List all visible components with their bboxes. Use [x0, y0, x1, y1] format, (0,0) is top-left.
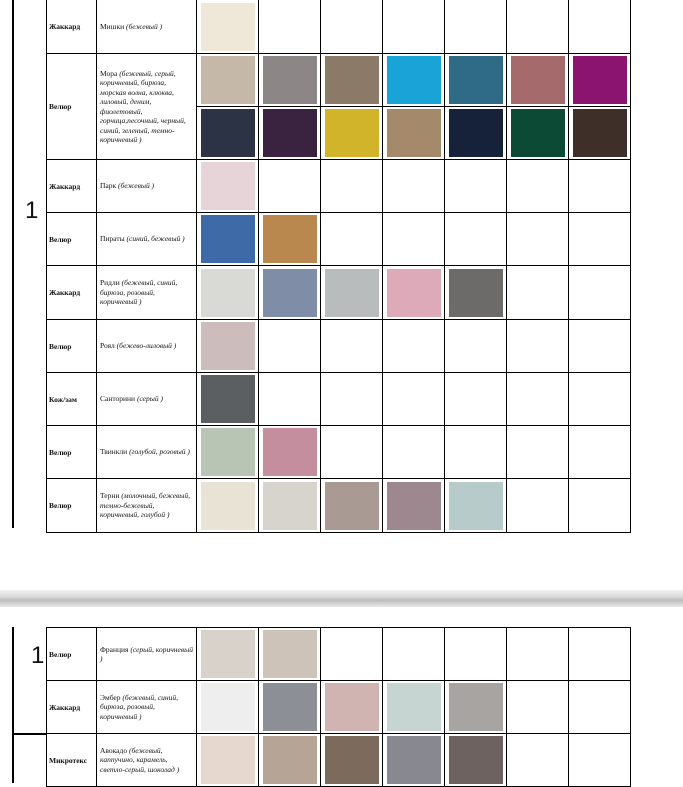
- swatch-cell: [197, 213, 259, 266]
- swatch-cell: [383, 266, 445, 320]
- material-cell: Велюр: [47, 479, 97, 533]
- swatch-cell: [197, 479, 259, 533]
- fabric-colors: (синий, бежевый ): [126, 234, 185, 244]
- fabric-swatch-image: [263, 215, 317, 263]
- table-row: [47, 160, 631, 213]
- fabric-name-cell: [97, 479, 197, 533]
- table-row: [47, 479, 631, 533]
- fabric-swatch-image: [201, 683, 255, 731]
- material-cell: Жаккард: [47, 266, 97, 320]
- swatch-cell: [259, 213, 321, 266]
- table-row: [47, 681, 631, 734]
- swatch-cell: [197, 734, 259, 787]
- document-page-2: [0, 607, 683, 783]
- fabric-colors: (бежево-лиловый ): [116, 341, 177, 351]
- swatch-cell: [569, 54, 631, 107]
- swatch-cell: [259, 479, 321, 533]
- fabric-swatch-image: [449, 269, 503, 317]
- fabric-name: Парк: [100, 181, 117, 191]
- swatch-cell: [321, 0, 383, 54]
- fabric-swatch-image: [263, 269, 317, 317]
- fabric-swatch-image: [449, 482, 503, 530]
- swatch-cell: [321, 734, 383, 787]
- swatch-cell: [569, 681, 631, 734]
- swatch-cell: [259, 681, 321, 734]
- fabric-colors: (молочный, бежевый, темно-бежевый, коричневый, голубой ): [100, 491, 191, 520]
- fabric-colors: (бежевый, синий, бирюза, розовый, коричневый ): [100, 278, 178, 307]
- material-cell: Велюр: [47, 426, 97, 479]
- fabric-swatch-image: [449, 736, 503, 784]
- fabric-swatch-image: [573, 109, 627, 157]
- swatch-cell: [445, 107, 507, 160]
- swatch-cell: [569, 426, 631, 479]
- fabric-swatch-image: [325, 482, 379, 530]
- swatch-cell: [383, 107, 445, 160]
- swatch-cell: [321, 107, 383, 160]
- fabric-name: Санторини: [100, 394, 136, 404]
- material-cell: Велюр: [47, 213, 97, 266]
- fabric-table: [46, 0, 631, 533]
- fabric-name-cell: [97, 373, 197, 426]
- fabric-colors: (бежевый, каппучино, карамель, светло-серый, шоколад ): [100, 745, 180, 774]
- fabric-name: Мора: [100, 68, 118, 78]
- swatch-cell: [259, 320, 321, 373]
- fabric-swatch-image: [201, 322, 255, 370]
- swatch-cell: [445, 373, 507, 426]
- fabric-name-cell: [97, 320, 197, 373]
- fabric-swatch-image: [387, 683, 441, 731]
- swatch-cell: [445, 426, 507, 479]
- table-row: [47, 628, 631, 681]
- table-row: [47, 213, 631, 266]
- fabric-name: Твинкли: [100, 447, 128, 457]
- swatch-cell: [259, 0, 321, 54]
- fabric-swatch-image: [573, 56, 627, 104]
- swatch-cell: [197, 320, 259, 373]
- group-divider-line: [12, 733, 46, 735]
- fabric-swatch-image: [201, 109, 255, 157]
- swatch-cell: [445, 681, 507, 734]
- fabric-table: [46, 627, 631, 787]
- table-row: [47, 266, 631, 320]
- swatch-cell: [321, 320, 383, 373]
- fabric-swatch-image: [201, 3, 255, 51]
- group-number: 1: [31, 642, 45, 669]
- fabric-name-cell: [97, 628, 197, 681]
- fabric-swatch-image: [511, 56, 565, 104]
- swatch-cell: [569, 0, 631, 54]
- fabric-colors: (голубой, розовый ): [129, 447, 190, 457]
- fabric-swatch-image: [325, 56, 379, 104]
- swatch-cell: [259, 266, 321, 320]
- swatch-cell: [507, 266, 569, 320]
- swatch-cell: [321, 266, 383, 320]
- fabric-swatch-image: [263, 630, 317, 678]
- swatch-cell: [383, 320, 445, 373]
- fabric-name: Пираты: [100, 234, 125, 244]
- fabric-colors: (серый, коричневый ): [100, 644, 193, 663]
- fabric-colors: (бежевый ): [118, 181, 155, 191]
- swatch-cell: [507, 426, 569, 479]
- swatch-cell: [445, 320, 507, 373]
- swatch-cell: [507, 734, 569, 787]
- swatch-cell: [197, 373, 259, 426]
- swatch-cell: [507, 107, 569, 160]
- fabric-swatch-image: [263, 482, 317, 530]
- swatch-cell: [197, 628, 259, 681]
- swatch-cell: [197, 160, 259, 213]
- swatch-cell: [507, 160, 569, 213]
- fabric-colors: (бежевый, серый, коричневый, бирюза, морская волна, клюква, лиловый, деним, фиолетовый, горчица,песочный, черный, синий, зеленый, темно-коричневый ): [100, 68, 186, 144]
- swatch-cell: [507, 628, 569, 681]
- swatch-cell: [507, 54, 569, 107]
- swatch-cell: [259, 426, 321, 479]
- swatch-cell: [321, 479, 383, 533]
- fabric-swatch-image: [201, 482, 255, 530]
- fabric-swatch-image: [263, 736, 317, 784]
- fabric-swatch-image: [201, 56, 255, 104]
- fabric-name: Ридли: [100, 278, 120, 288]
- fabric-name-cell: [97, 266, 197, 320]
- swatch-cell: [259, 628, 321, 681]
- fabric-colors: (серый ): [136, 394, 163, 404]
- swatch-cell: [383, 734, 445, 787]
- swatch-cell: [507, 681, 569, 734]
- swatch-cell: [445, 628, 507, 681]
- material-cell: Велюр: [47, 320, 97, 373]
- swatch-cell: [569, 373, 631, 426]
- fabric-colors: (бежевый ): [126, 21, 163, 31]
- fabric-swatch-image: [201, 736, 255, 784]
- fabric-swatch-image: [201, 215, 255, 263]
- left-margin-line: [12, 0, 14, 528]
- fabric-colors: (бежевый, синий, бирюза, розовый, коричневый ): [100, 692, 179, 721]
- swatch-cell: [445, 160, 507, 213]
- swatch-cell: [321, 213, 383, 266]
- swatch-cell: [197, 54, 259, 107]
- fabric-swatch-image: [325, 736, 379, 784]
- fabric-name-cell: [97, 213, 197, 266]
- swatch-cell: [569, 734, 631, 787]
- swatch-cell: [569, 160, 631, 213]
- fabric-swatch-image: [263, 109, 317, 157]
- fabric-swatch-image: [201, 630, 255, 678]
- fabric-swatch-image: [387, 269, 441, 317]
- swatch-cell: [569, 320, 631, 373]
- fabric-swatch-image: [263, 56, 317, 104]
- swatch-cell: [259, 734, 321, 787]
- swatch-cell: [445, 54, 507, 107]
- swatch-cell: [321, 681, 383, 734]
- table-row: [47, 373, 631, 426]
- table-row: [47, 734, 631, 787]
- page-separator: [0, 590, 683, 607]
- material-cell: Велюр: [47, 54, 97, 160]
- fabric-swatch-image: [325, 269, 379, 317]
- fabric-swatch-image: [201, 269, 255, 317]
- fabric-name: Эмбер: [100, 692, 121, 702]
- swatch-cell: [383, 160, 445, 213]
- swatch-cell: [197, 266, 259, 320]
- swatch-cell: [259, 373, 321, 426]
- fabric-swatch-image: [387, 482, 441, 530]
- fabric-swatch-image: [387, 56, 441, 104]
- fabric-name: Авокадо: [100, 745, 128, 755]
- swatch-cell: [569, 107, 631, 160]
- fabric-swatch-image: [201, 428, 255, 476]
- swatch-cell: [259, 160, 321, 213]
- fabric-swatch-image: [201, 162, 255, 210]
- swatch-cell: [569, 266, 631, 320]
- swatch-cell: [259, 107, 321, 160]
- material-cell: Жаккард: [47, 0, 97, 54]
- swatch-cell: [445, 0, 507, 54]
- swatch-cell: [445, 266, 507, 320]
- swatch-cell: [507, 373, 569, 426]
- swatch-cell: [197, 0, 259, 54]
- fabric-name-cell: [97, 0, 197, 54]
- swatch-cell: [321, 160, 383, 213]
- table-row: [47, 320, 631, 373]
- swatch-cell: [383, 628, 445, 681]
- material-cell: Велюр: [47, 628, 97, 681]
- fabric-name: Мишки: [100, 21, 125, 31]
- material-cell: Микротекс: [47, 734, 97, 787]
- fabric-swatch-image: [263, 683, 317, 731]
- swatch-cell: [383, 681, 445, 734]
- fabric-swatch-image: [325, 109, 379, 157]
- swatch-cell: [259, 54, 321, 107]
- fabric-name-cell: [97, 681, 197, 734]
- fabric-name: Роял: [100, 341, 115, 351]
- fabric-swatch-image: [201, 375, 255, 423]
- swatch-cell: [445, 213, 507, 266]
- fabric-swatch-image: [387, 109, 441, 157]
- swatch-cell: [569, 479, 631, 533]
- swatch-cell: [321, 373, 383, 426]
- swatch-cell: [383, 373, 445, 426]
- fabric-swatch-image: [449, 109, 503, 157]
- group-number: 1: [25, 197, 39, 224]
- swatch-cell: [445, 734, 507, 787]
- left-margin-line: [12, 627, 14, 783]
- material-cell: Кож/зам: [47, 373, 97, 426]
- swatch-cell: [197, 426, 259, 479]
- fabric-swatch-image: [511, 109, 565, 157]
- swatch-cell: [197, 107, 259, 160]
- swatch-cell: [321, 54, 383, 107]
- swatch-cell: [197, 681, 259, 734]
- swatch-cell: [383, 479, 445, 533]
- fabric-swatch-image: [325, 683, 379, 731]
- material-cell: Жаккард: [47, 681, 97, 734]
- fabric-name-cell: [97, 54, 197, 160]
- swatch-cell: [383, 54, 445, 107]
- fabric-name: Франция: [100, 644, 129, 654]
- fabric-name-cell: [97, 734, 197, 787]
- table-row: [47, 54, 631, 107]
- swatch-cell: [507, 479, 569, 533]
- swatch-cell: [321, 426, 383, 479]
- swatch-cell: [569, 628, 631, 681]
- swatch-cell: [507, 213, 569, 266]
- swatch-cell: [321, 628, 383, 681]
- table-row: [47, 426, 631, 479]
- fabric-swatch-image: [449, 683, 503, 731]
- swatch-cell: [383, 0, 445, 54]
- table-row: [47, 0, 631, 54]
- swatch-cell: [507, 0, 569, 54]
- fabric-name: Терни: [100, 491, 120, 501]
- fabric-swatch-image: [449, 56, 503, 104]
- fabric-swatch-image: [263, 428, 317, 476]
- swatch-cell: [445, 479, 507, 533]
- fabric-swatch-image: [387, 736, 441, 784]
- material-cell: Жаккард: [47, 160, 97, 213]
- fabric-name-cell: [97, 426, 197, 479]
- swatch-cell: [569, 213, 631, 266]
- swatch-cell: [507, 320, 569, 373]
- swatch-cell: [383, 213, 445, 266]
- swatch-cell: [383, 426, 445, 479]
- fabric-name-cell: [97, 160, 197, 213]
